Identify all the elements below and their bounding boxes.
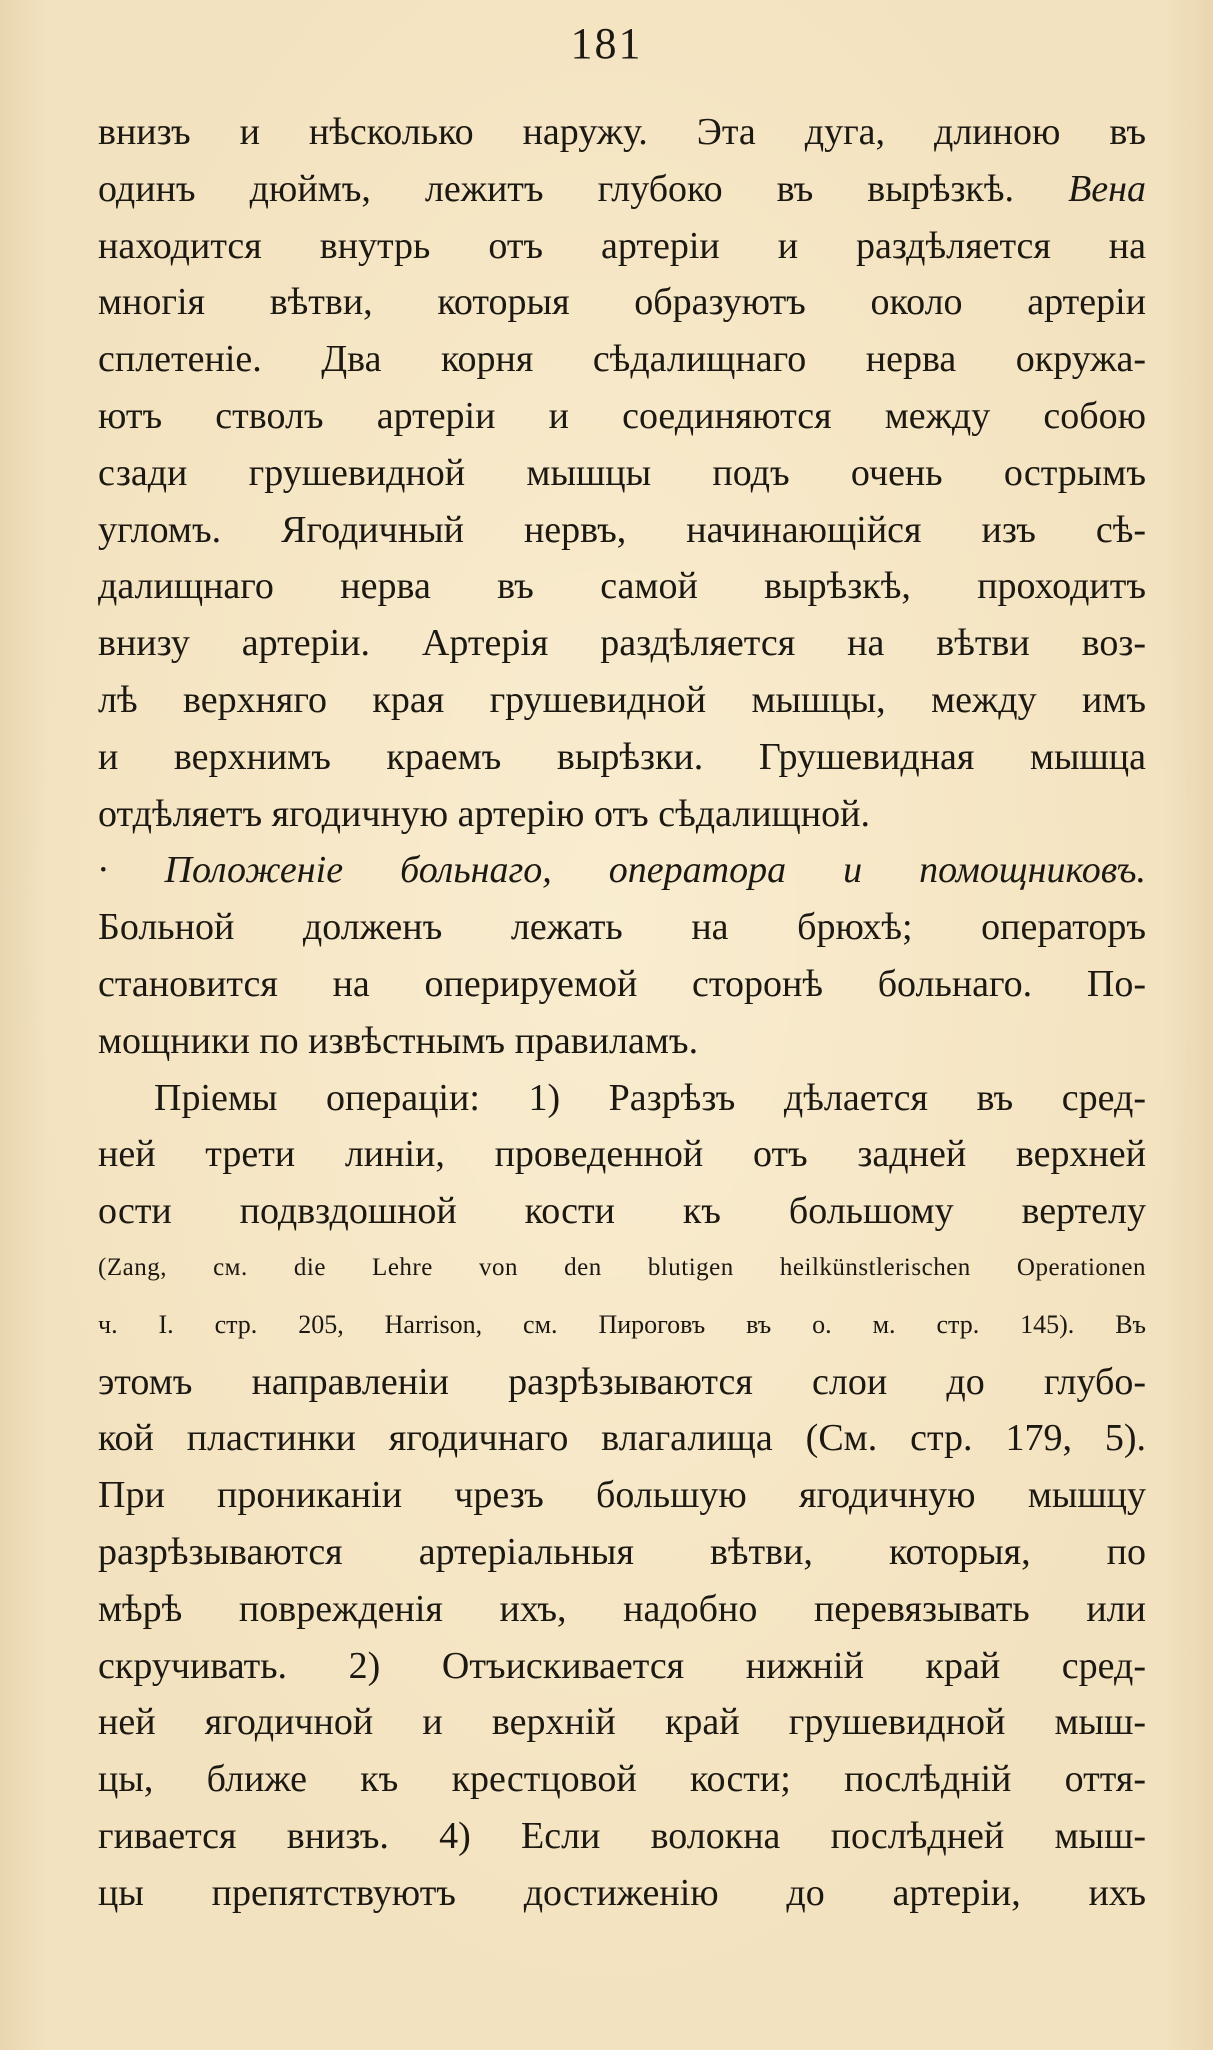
page-number: 181 bbox=[570, 19, 643, 68]
text-line: ости подвздошной кости къ большому вертелу bbox=[98, 1190, 1146, 1233]
text-line: разрѣзываются артеріальныя вѣтви, которыя, по bbox=[98, 1530, 1146, 1573]
body-text bbox=[98, 104, 1146, 1922]
text-line: скручивать. 2) Отъискивается нижній край сред- bbox=[98, 1644, 1146, 1687]
text-line: При прониканіи чрезъ большую ягодичную мышцу bbox=[98, 1474, 1146, 1517]
text-line: внизъ и нѣсколько наружу. Эта дуга, длиною въ bbox=[98, 111, 1146, 153]
text-line: и верхнимъ краемъ вырѣзки. Грушевидная мышца bbox=[98, 735, 1146, 778]
text-line: находится внутрь отъ артеріи и раздѣляется на bbox=[98, 224, 1146, 267]
text-line: сзади грушевидной мышцы подъ очень острымъ bbox=[98, 451, 1146, 494]
text-line: лѣ верхняго края грушевидной мышцы, между имъ bbox=[98, 678, 1146, 721]
text-line: цы, ближе къ крестцовой кости; послѣдній оття- bbox=[98, 1758, 1146, 1801]
text-line: ней трети линіи, проведенной отъ задней верхней bbox=[98, 1133, 1146, 1176]
text-line: ютъ стволъ артеріи и соединяются между собою bbox=[98, 394, 1146, 437]
text-line: кой пластинки ягодичнаго влагалища (См. стр. 179, 5). bbox=[98, 1417, 1146, 1460]
text-line: гивается внизъ. 4) Если волокна послѣдней мыш- bbox=[98, 1814, 1146, 1857]
text-line: ней ягодичной и верхній край грушевидной мыш- bbox=[98, 1701, 1146, 1744]
text-line: внизу артеріи. Артерія раздѣляется на вѣтви воз- bbox=[98, 622, 1146, 665]
text-line: сплетеніе. Два корня сѣдалищнаго нерва окружа- bbox=[98, 338, 1146, 381]
text-line: этомъ направленіи разрѣзываются слои до глубо- bbox=[98, 1360, 1146, 1403]
text-line: Больной долженъ лежать на брюхѣ; операторъ bbox=[98, 906, 1146, 949]
text-line: мѣрѣ поврежденія ихъ, надобно перевязывать или bbox=[98, 1587, 1146, 1630]
text-line: угломъ. Ягодичный нервъ, начинающійся изъ сѣ- bbox=[98, 508, 1146, 551]
text-line: Пріемы операціи: 1) Разрѣзъ дѣлается въ сред- bbox=[154, 1076, 1146, 1119]
text-line: одинъ дюймъ, лежитъ глубоко въ вырѣзкѣ. Вена bbox=[98, 167, 1146, 210]
text-line: мощники по извѣстнымъ правиламъ. bbox=[98, 1019, 699, 1062]
section-heading: · Положеніе больнаго, оператора и помощниковъ. bbox=[98, 849, 1146, 892]
reference-line: (Zang, см. die Lehre von den blutigen heilkünstlerischen Operationen bbox=[98, 1253, 1146, 1281]
text-line: далищнаго нерва въ самой вырѣзкѣ, проходитъ bbox=[98, 565, 1146, 608]
reference-line: ч. I. стр. 205, Harrison, см. Пироговъ въ о. м. стр. 145). Въ bbox=[98, 1309, 1146, 1339]
text-line: отдѣляетъ ягодичную артерію отъ сѣдалищной. bbox=[98, 792, 870, 835]
text-line: становится на оперируемой сторонѣ больнаго. По- bbox=[98, 962, 1146, 1005]
italic-term: Вена bbox=[1068, 167, 1146, 210]
text-line: многія вѣтви, которыя образуютъ около артеріи bbox=[98, 281, 1146, 324]
text-line: цы препятствуютъ достиженію до артеріи, ихъ bbox=[98, 1871, 1146, 1914]
